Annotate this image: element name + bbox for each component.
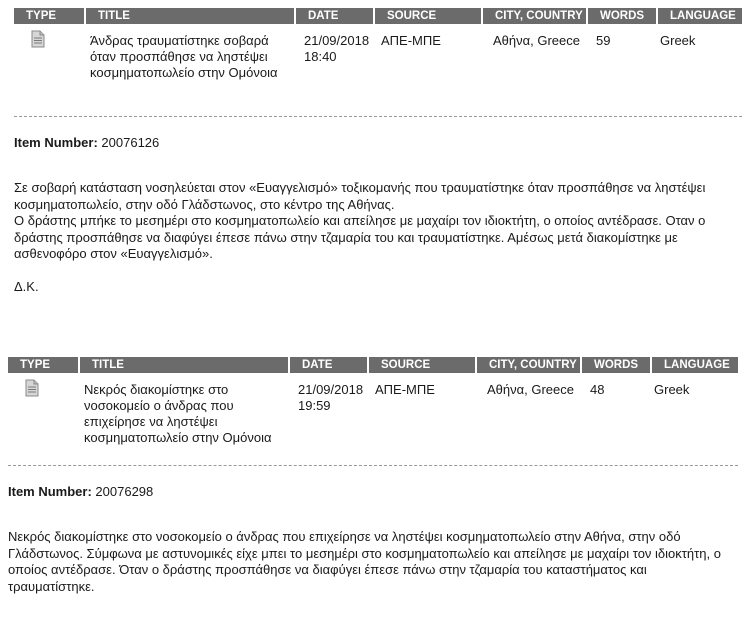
source-cell: ΑΠΕ-ΜΠΕ <box>375 382 435 397</box>
col-header-language[interactable]: LANGUAGE <box>658 8 742 24</box>
item-number-label: Item Number: <box>8 484 92 499</box>
date-value: 21/09/2018 <box>304 33 370 48</box>
article-body <box>14 180 726 295</box>
col-header-city[interactable]: CITY, COUNTRY <box>477 357 580 373</box>
author-signature: Δ.Κ. <box>14 278 39 294</box>
col-header-date[interactable]: DATE <box>290 357 367 373</box>
news-record <box>14 8 742 295</box>
document-icon[interactable] <box>31 30 45 48</box>
table-row <box>8 373 738 465</box>
title-cell[interactable]: Νεκρός διακομίστηκε στο νοσοκομείο ο άνδρας που επιχείρησε να ληστέψει κοσμηματοπωλείο στην Ομόνοια <box>84 382 272 445</box>
item-number-value: 20076126 <box>101 135 160 150</box>
item-number <box>8 484 738 499</box>
source-cell: ΑΠΕ-ΜΠΕ <box>381 33 441 48</box>
item-number <box>14 135 742 150</box>
col-header-title[interactable]: TITLE <box>80 357 288 373</box>
item-number-label: Item Number: <box>14 135 98 150</box>
col-header-source[interactable]: SOURCE <box>369 357 475 373</box>
article-body <box>8 529 730 595</box>
type-cell <box>14 24 84 116</box>
time-value: 18:40 <box>304 49 337 64</box>
col-header-date[interactable]: DATE <box>296 8 373 24</box>
city-cell: Αθήνα, Greece <box>487 382 575 397</box>
type-cell <box>8 373 78 465</box>
language-cell: Greek <box>654 382 690 397</box>
paragraph: Νεκρός διακομίστηκε στο νοσοκομείο ο άνδρας που επιχείρησε να ληστέψει κοσμηματοπωλείο στην Αθήνα, στην οδό Γλάδστωνος. Σύμφωνα με αστυνομικές είχε μπει το μεσημέρι στο κοσμηματοπωλείο και απείλησε με μαχαίρι τον ιδιοκτήτη, ο οποίος αντέδρασε. Όταν ο δράστης προσπάθησε να διαφύγει έπεσε πάνω στην τζαμαρία του καταστήματος και τραυματίστηκε. <box>8 529 721 594</box>
col-header-title[interactable]: TITLE <box>86 8 294 24</box>
col-header-type[interactable]: TYPE <box>8 357 78 373</box>
words-cell: 59 <box>596 33 611 48</box>
item-number-value: 20076298 <box>95 484 154 499</box>
city-cell: Αθήνα, Greece <box>493 33 581 48</box>
paragraph: Ο δράστης μπήκε το μεσημέρι στο κοσμηματοπωλείο και απείλησε με μαχαίρι τον ιδιοκτήτη, ο οποίος αντέδρασε. Οταν ο δράστης προσπάθησε να διαφύγει έπεσε πάνω στην τζαμαρία του και τραυματίστηκε. Αμέσως μετά διακομίστηκε με ασθενοφόρο στον «Ευαγγελισμό». <box>14 213 706 261</box>
document-icon[interactable] <box>25 379 39 397</box>
table-row <box>14 24 742 116</box>
col-header-words[interactable]: WORDS <box>588 8 656 24</box>
divider <box>8 465 738 466</box>
date-cell <box>296 24 373 116</box>
table-header <box>14 8 742 24</box>
language-cell: Greek <box>660 33 696 48</box>
time-value: 19:59 <box>298 398 331 413</box>
table-header <box>8 357 738 373</box>
date-value: 21/09/2018 <box>298 382 364 397</box>
col-header-source[interactable]: SOURCE <box>375 8 481 24</box>
col-header-city[interactable]: CITY, COUNTRY <box>483 8 586 24</box>
col-header-type[interactable]: TYPE <box>14 8 84 24</box>
news-record <box>8 357 738 595</box>
words-cell: 48 <box>590 382 605 397</box>
date-cell <box>290 373 367 465</box>
col-header-words[interactable]: WORDS <box>582 357 650 373</box>
title-cell[interactable]: Άνδρας τραυματίστηκε σοβαρά όταν προσπάθησε να ληστέψει κοσμηματοπωλείο στην Ομόνοια <box>90 33 278 80</box>
divider <box>14 116 742 117</box>
col-header-language[interactable]: LANGUAGE <box>652 357 738 373</box>
paragraph: Σε σοβαρή κατάσταση νοσηλεύεται στον «Ευαγγελισμό» τοξικομανής που τραυματίστηκε όταν προσπάθησε να ληστέψει κοσμηματοπωλείο, στην οδό Γλάδστωνος, στο κέντρο της Αθήνας. <box>14 180 706 212</box>
